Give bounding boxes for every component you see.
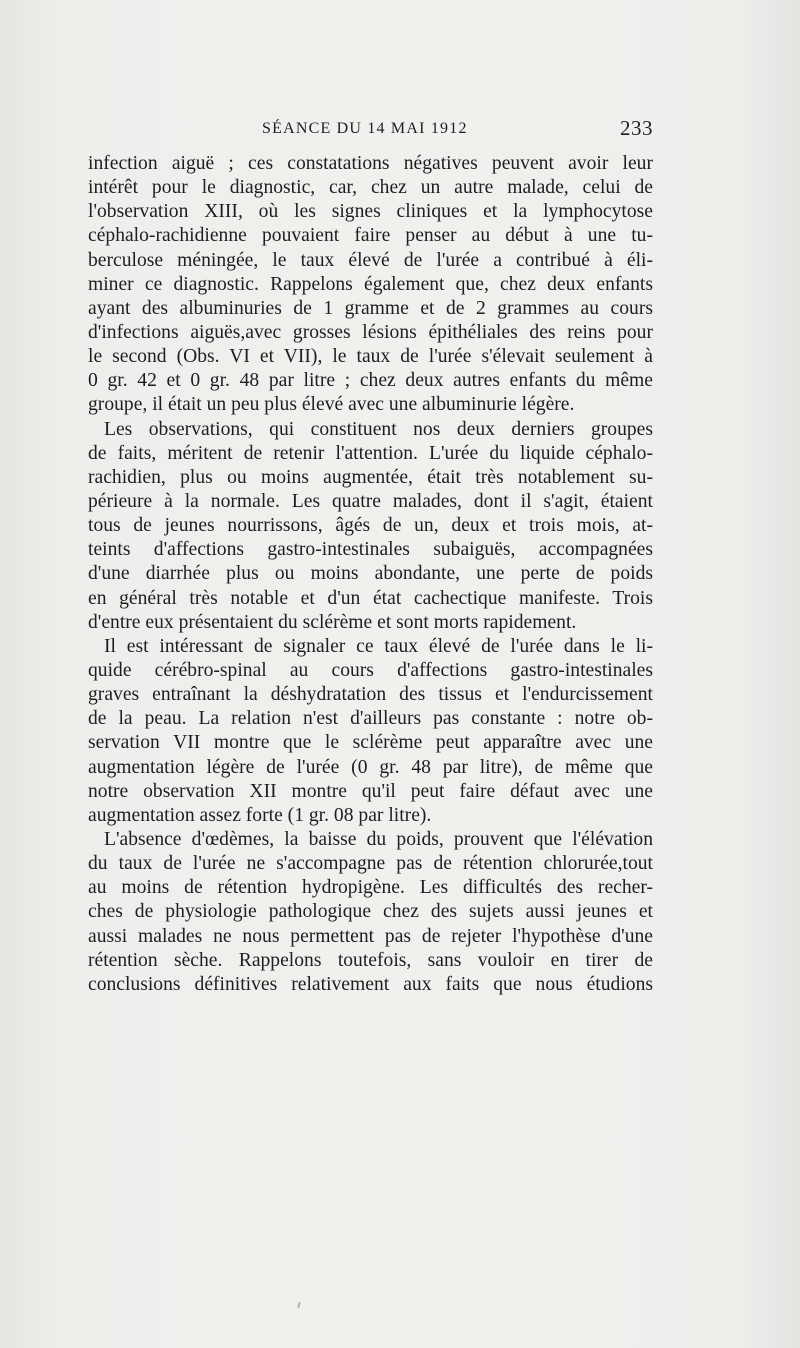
text-line: L'absence d'œdèmes, la baisse du poids, prouvent que l'élévation <box>104 828 653 850</box>
text-line: 0 gr. 42 et 0 gr. 48 par litre ; chez deux autres enfants du même <box>88 370 653 392</box>
paragraph-3 <box>88 635 653 828</box>
text-line: le second (Obs. VI et VII), le taux de l'urée s'élevait seulement à <box>88 346 653 368</box>
body-text <box>88 152 653 997</box>
text-line: de la peau. La relation n'est d'ailleurs pas constante : notre ob- <box>88 708 653 730</box>
text-line: d'entre eux présentaient du sclérème et sont morts rapidement. <box>88 611 577 633</box>
text-line: augmentation assez forte (1 gr. 08 par litre). <box>88 804 432 826</box>
text-line: infection aiguë ; ces constatations négatives peuvent avoir leur <box>88 153 653 174</box>
text-line: graves entraînant la déshydratation des tissus et l'endurcissement <box>88 684 653 706</box>
text-line: en général très notable et d'un état cachectique manifeste. Trois <box>88 587 653 609</box>
text-line: ayant des albuminuries de 1 gramme et de 2 grammes au cours <box>88 297 653 319</box>
text-line: servation VII montre que le sclérème peut apparaître avec une <box>88 732 653 754</box>
text-line: céphalo-rachidienne pouvaient faire penser au début à une tu- <box>88 225 653 247</box>
paragraph-4 <box>88 828 653 997</box>
text-line: teints d'affections gastro-intestinales subaiguës, accompagnées <box>88 539 653 561</box>
text-line: d'infections aiguës,avec grosses lésions épithéliales des reins pour <box>88 321 653 343</box>
text-line: miner ce diagnostic. Rappelons également que, chez deux enfants <box>88 273 653 295</box>
text-line: l'observation XIII, où les signes cliniques et la lymphocytose <box>88 201 653 223</box>
page-number: 233 <box>620 116 653 140</box>
text-line: rétention sèche. Rappelons toutefois, sans vouloir en tirer de <box>88 949 653 971</box>
text-line: Les observations, qui constituent nos deux derniers groupes <box>104 418 653 440</box>
text-line: ches de physiologie pathologique chez des sujets aussi jeunes et <box>88 901 653 923</box>
text-line: de faits, méritent de retenir l'attention. L'urée du liquide céphalo- <box>88 442 653 464</box>
text-line: conclusions définitives relativement aux faits que nous étudions <box>88 973 653 995</box>
page-header <box>88 118 653 144</box>
text-line: notre observation XII montre qu'il peut faire défaut avec une <box>88 780 653 802</box>
text-line: du taux de l'urée ne s'accompagne pas de rétention chlorurée,tout <box>88 853 653 875</box>
text-line: périeure à la normale. Les quatre malades, dont il s'agit, étaient <box>88 490 653 512</box>
text-line: augmentation légère de l'urée (0 gr. 48 par litre), de même que <box>88 756 653 778</box>
paper-speck <box>297 1302 300 1308</box>
text-line: intérêt pour le diagnostic, car, chez un autre malade, celui de <box>88 177 653 199</box>
text-line: berculose méningée, le taux élevé de l'urée a contribué à éli- <box>88 249 653 271</box>
text-line: quide cérébro-spinal au cours d'affections gastro-intestinales <box>88 659 653 681</box>
text-line: rachidien, plus ou moins augmentée, était très notablement su- <box>88 466 653 488</box>
text-line: tous de jeunes nourrissons, âgés de un, deux et trois mois, at- <box>88 515 653 537</box>
running-title: SÉANCE DU 14 MAI 1912 <box>262 120 468 137</box>
text-line: aussi malades ne nous permettent pas de rejeter l'hypothèse d'une <box>88 925 653 947</box>
paragraph-1 <box>88 152 653 418</box>
text-line: d'une diarrhée plus ou moins abondante, une perte de poids <box>88 563 653 585</box>
text-line: Il est intéressant de signaler ce taux élevé de l'urée dans le li- <box>104 635 653 657</box>
text-line: au moins de rétention hydropigène. Les difficultés des recher- <box>88 877 653 899</box>
text-line: groupe, il était un peu plus élevé avec une albuminurie légère. <box>88 394 575 416</box>
paragraph-2 <box>88 418 653 635</box>
